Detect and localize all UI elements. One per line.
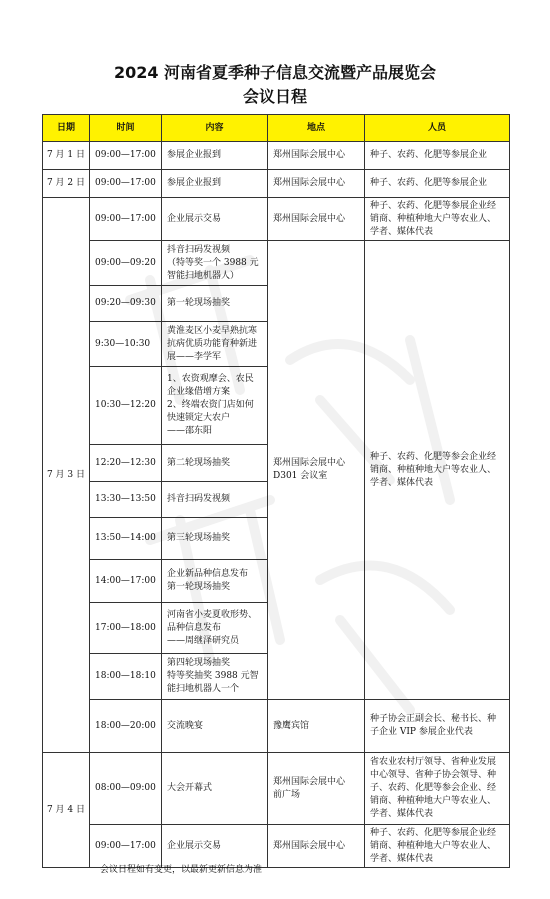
- date-cell: 7 月 1 日: [43, 142, 90, 170]
- table-row: [43, 142, 510, 170]
- time-cell: 18:00—18:10: [90, 654, 162, 700]
- content-cell: [162, 560, 268, 603]
- place-text: 郑州国际会展中心 D301 会议室: [273, 458, 346, 481]
- document-title: 2024 河南省夏季种子信息交流暨产品展览会: [113, 63, 437, 82]
- place-cell: 郑州国际会展中心: [268, 170, 365, 198]
- content-cell: 第三轮现场抽奖: [162, 518, 268, 560]
- time-cell: 13:30—13:50: [90, 482, 162, 518]
- table-row: [43, 241, 510, 286]
- time-cell: 08:00—09:00: [90, 753, 162, 825]
- content-cell: [162, 654, 268, 700]
- header-row: [43, 115, 510, 142]
- content-cell: 黄淮麦区小麦早熟抗寒抗病优质功能育种新进展——李学军: [162, 322, 268, 367]
- people-cell: 种子协会正副会长、秘书长、种子企业 VIP 参展企业代表: [365, 700, 510, 753]
- document-subtitle: 会议日程: [242, 87, 307, 106]
- content-text: 抖音扫码发视频 （特等奖一个 3988 元智能扫地机器人）: [167, 244, 259, 281]
- content-text: 1、农资观摩会、农民企业缘借增方案 2、终端农资门店如何快速锁定大农户 ——邵东阳: [167, 374, 254, 436]
- content-cell: [162, 241, 268, 286]
- content-cell: 第二轮现场抽奖: [162, 445, 268, 482]
- header-time: 时间: [90, 115, 162, 142]
- header-people: 人员: [365, 115, 510, 142]
- schedule-table: [42, 114, 510, 868]
- content-cell: 参展企业报到: [162, 142, 268, 170]
- content-cell: 第一轮现场抽奖: [162, 286, 268, 322]
- content-cell: 企业展示交易: [162, 198, 268, 241]
- time-cell: 09:20—09:30: [90, 286, 162, 322]
- time-cell: 14:00—17:00: [90, 560, 162, 603]
- date-cell: 7 月 2 日: [43, 170, 90, 198]
- place-text: 郑州国际会展中心 前广场: [273, 776, 346, 800]
- content-cell: [162, 603, 268, 654]
- time-cell: 13:50—14:00: [90, 518, 162, 560]
- time-cell: 09:00—17:00: [90, 825, 162, 868]
- time-cell: 09:00—17:00: [90, 170, 162, 198]
- people-cell: 种子、农药、化肥等参展企业经销商、种植种地大户等农业人、学者、媒体代表: [365, 198, 510, 241]
- content-text: 河南省小麦夏收形势、品种信息发布 ——周继泽研究员: [167, 609, 258, 646]
- header-content: 内容: [162, 115, 268, 142]
- people-cell: 种子、农药、化肥等参展企业: [365, 170, 510, 198]
- table-row: [43, 700, 510, 753]
- date-cell-day3: 7 月 3 日: [43, 198, 90, 753]
- content-cell: 抖音扫码发视频: [162, 482, 268, 518]
- place-cell: 郑州国际会展中心: [268, 198, 365, 241]
- time-cell: 09:00—17:00: [90, 142, 162, 170]
- content-cell: 大会开幕式: [162, 753, 268, 825]
- table-row: [43, 170, 510, 198]
- content-cell: 企业展示交易: [162, 825, 268, 868]
- people-cell: 种子、农药、化肥等参展企业: [365, 142, 510, 170]
- place-cell-day3: [268, 241, 365, 700]
- table-row: [43, 753, 510, 825]
- time-cell: 09:00—17:00: [90, 198, 162, 241]
- people-cell: 种子、农药、化肥等参展企业经销商、种植种地大户等农业人、学者、媒体代表: [365, 825, 510, 868]
- place-cell: 郑州国际会展中心: [268, 825, 365, 868]
- time-cell: 10:30—12:20: [90, 367, 162, 445]
- time-cell: 12:20—12:30: [90, 445, 162, 482]
- people-cell: 省农业农村厅领导、省种业发展中心领导、省种子协会领导、种子、农药、化肥等参会企业、经销商、种植种地大户等农业人、学者、媒体代表: [365, 753, 510, 825]
- time-cell: 18:00—20:00: [90, 700, 162, 753]
- footnote: 会议日程如有变更，以最新更新信息为准: [100, 865, 263, 875]
- table-row: [43, 198, 510, 241]
- content-text: 企业新品种信息发布 第一轮现场抽奖: [167, 569, 249, 592]
- place-cell: 郑州国际会展中心: [268, 142, 365, 170]
- content-cell: 交流晚宴: [162, 700, 268, 753]
- date-cell-day4: 7 月 4 日: [43, 753, 90, 868]
- time-cell: 17:00—18:00: [90, 603, 162, 654]
- header-place: 地点: [268, 115, 365, 142]
- content-cell: [162, 367, 268, 445]
- content-text: 第四轮现场抽奖 特等奖抽奖 3988 元智能扫地机器人一个: [167, 658, 259, 694]
- place-cell: [268, 753, 365, 825]
- content-cell: 参展企业报到: [162, 170, 268, 198]
- place-cell: 豫鹰宾馆: [268, 700, 365, 753]
- time-cell: 09:00—09:20: [90, 241, 162, 286]
- people-cell-day3: 种子、农药、化肥等参会企业经销商、种植种地大户等农业人、学者、媒体代表: [365, 241, 510, 700]
- header-date: 日期: [43, 115, 90, 142]
- time-cell: 9:30—10:30: [90, 322, 162, 367]
